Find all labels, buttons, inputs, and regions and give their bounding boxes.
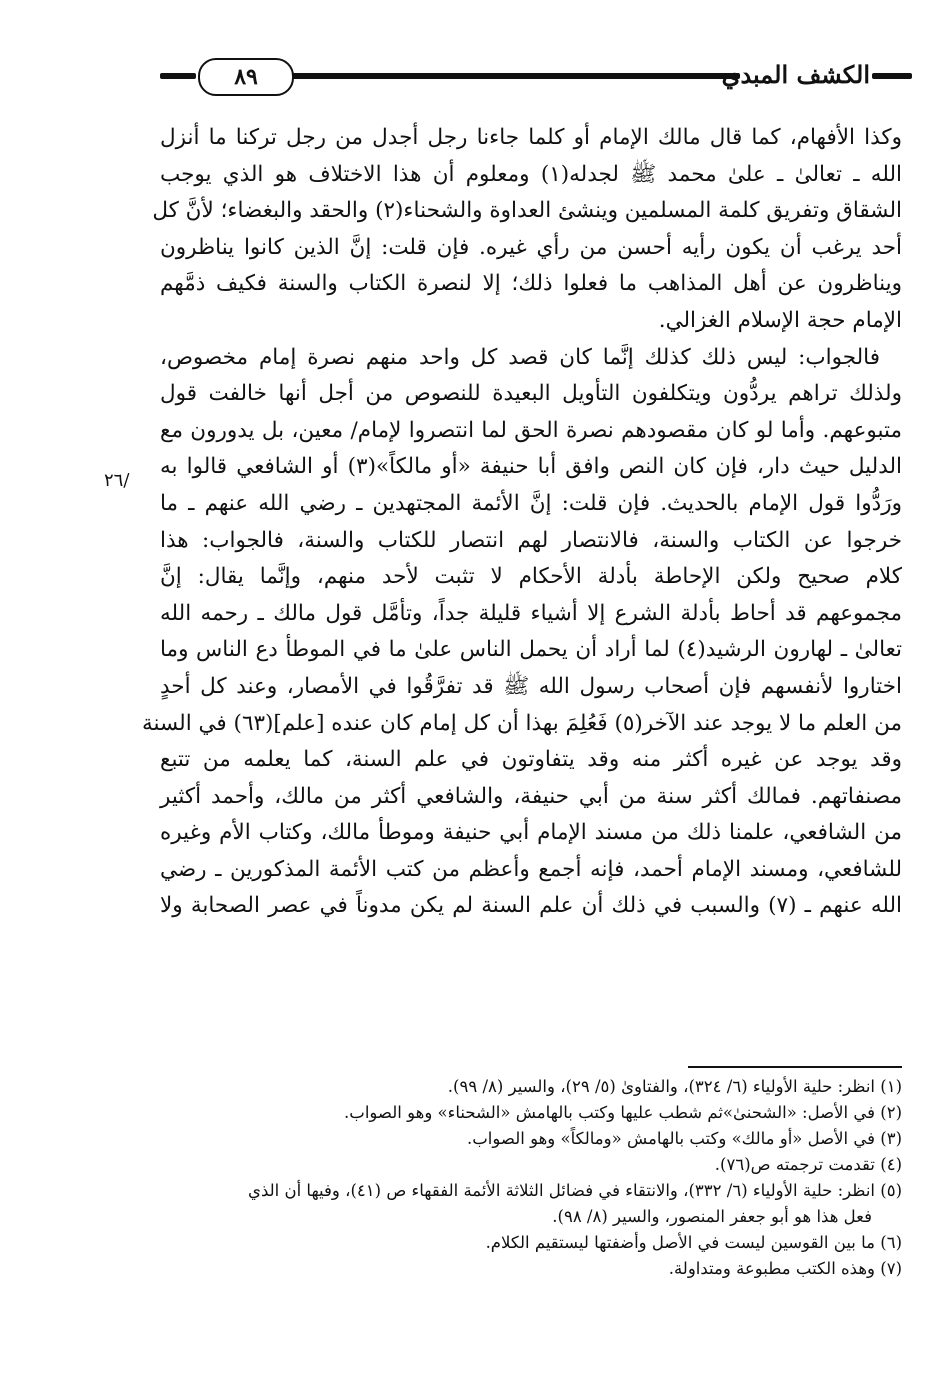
header-rule-left — [160, 73, 196, 79]
text-line: ورَدُّوا قول الإمام بالحديث. فإن قلت: إنَّ الأئمة المجتهدين ـ رضي الله عنهم ـ ما — [160, 490, 902, 516]
text-line: كلام صحيح ولكن الإحاطة بأدلة الأحكام لا تثبت لأحد منهم، وإنَّما يقال: إنَّ — [160, 564, 902, 590]
header-rule-right — [872, 73, 912, 79]
footnote: (٦) ما بين القوسين ليست في الأصل وأضفتها ليستقيم الكلام. — [485, 1233, 902, 1252]
footnote: (٢) في الأصل: «الشحنىٰ»ثم شطب عليها وكتب بالهامش «الشحناء» وهو الصواب. — [344, 1103, 902, 1122]
footnote-continuation: فعل هذا هو أبو جعفر المنصور، والسير (٨/ ٩٨). — [552, 1207, 872, 1226]
footnote: (١) انظر: حلية الأولياء (٦/ ٣٢٤)، والفتاوىٰ (٥/ ٢٩)، والسير (٨/ ٩٩). — [447, 1077, 902, 1096]
footnote: (٧) وهذه الكتب مطبوعة ومتداولة. — [668, 1259, 902, 1278]
text-line: وقد يوجد عن غيره أكثر منه وقد يتفاوتون في علم السنة، كما يعلمه من تتبع — [160, 747, 902, 773]
header-rule-middle — [292, 73, 740, 79]
page-header — [160, 52, 912, 98]
footnote-separator — [688, 1066, 902, 1068]
footnote: (٣) في الأصل «أو مالك» وكتب بالهامش «ومالكاً» وهو الصواب. — [467, 1129, 902, 1148]
manuscript-folio-marker: /٢٦ — [104, 470, 130, 491]
text-line: مجموعهم قد أحاط بأدلة الشرع إلا أشياء قليلة جداً، وتأمَّل قول مالك ـ رحمه الله — [160, 600, 902, 626]
text-line: متبوعهم. وأما لو كان مقصودهم نصرة الحق لما انتصروا لإمام/ معين، بل يدورون مع — [160, 417, 902, 443]
text-line: ولذلك تراهم يردُّون ويتكلفون التأويل البعيدة للنصوص من أجل أنها خالفت قول — [160, 381, 902, 407]
text-line: الدليل حيث دار، فإن كان النص وافق أبا حنيفة «أو مالكاً»(٣) أو الشافعي قالوا به — [160, 454, 902, 480]
text-line: للشافعي، ومسند الإمام أحمد، فإنه أجمع وأعظم من كتب الأئمة المذكورين ـ رضي — [160, 856, 902, 882]
text-line: فالجواب: ليس ذلك كذلك إنَّما كان قصد كل واحد منهم نصرة إمام مخصوص، — [160, 344, 880, 370]
text-line: الشقاق وتفريق كلمة المسلمين وينشئ العداوة والشحناء(٢) والحقد والبغضاء؛ لأنَّ كل — [152, 198, 902, 224]
book-title: الكشف المبدي — [721, 60, 870, 89]
footnotes — [160, 1074, 902, 1282]
footnote: (٥) انظر: حلية الأولياء (٦/ ٣٣٢)، والانتقاء في فضائل الثلاثة الأئمة الفقهاء ص (٤١)، وفيها أن الذي — [248, 1181, 902, 1200]
main-text — [141, 120, 902, 925]
text-line: خرجوا عن الكتاب والسنة، فالانتصار لهم انتصار للكتاب والسنة، فالجواب: هذا — [160, 527, 902, 553]
text-line: مصنفاتهم. فمالك أكثر سنة من أبي حنيفة، والشافعي أكثر من مالك، وأحمد أكثير — [160, 783, 902, 809]
text-line: اختاروا لأنفسهم فإن أصحاب رسول الله ﷺ قد تفرَّقُوا في الأمصار، وعند كل أحدٍ — [160, 673, 902, 699]
text-line: ويناظرون عن أهل المذاهب ما فعلوا ذلك؛ إلا لنصرة الكتاب والسنة فكيف ذمَّهم — [160, 271, 902, 297]
text-line: الله عنهم ـ (٧) والسبب في ذلك أن علم السنة لم يكن مدوناً في عصر الصحابة ولا — [160, 893, 902, 919]
text-line: من الشافعي، علمنا ذلك من مسند الإمام أبي حنيفة وموطأ مالك، وكتاب الأم وغيره — [160, 820, 902, 846]
text-line: أحد يرغب أن يكون رأيه أحسن من رأي غيره. فإن قلت: إنَّ الذين كانوا يناظرون — [160, 234, 902, 260]
text-line: تعالىٰ ـ لهارون الرشيد(٤) لما أراد أن يحمل الناس علىٰ ما في الموطأ دع الناس وما — [160, 637, 902, 663]
page-number: ٨٩ — [198, 58, 294, 96]
footnote: (٤) تقدمت ترجمته ص(٧٦). — [714, 1155, 902, 1174]
text-line: وكذا الأفهام، كما قال مالك الإمام أو كلما جاءنا رجل أجدل من رجل تركنا ما أنزل — [160, 125, 902, 150]
text-line: الله ـ تعالىٰ ـ علىٰ محمد ﷺ لجدله(١) ومعلوم أن هذا الاختلاف هو الذي يوجب — [160, 161, 902, 187]
text-line: من العلم ما لا يوجد عند الآخر(٥) فَعُلِمَ بهذا أن كل إمام كان عنده [علم](٦٣) في السنة — [141, 710, 902, 736]
text-line: الإمام حجة الإسلام الغزالي. — [658, 307, 902, 333]
